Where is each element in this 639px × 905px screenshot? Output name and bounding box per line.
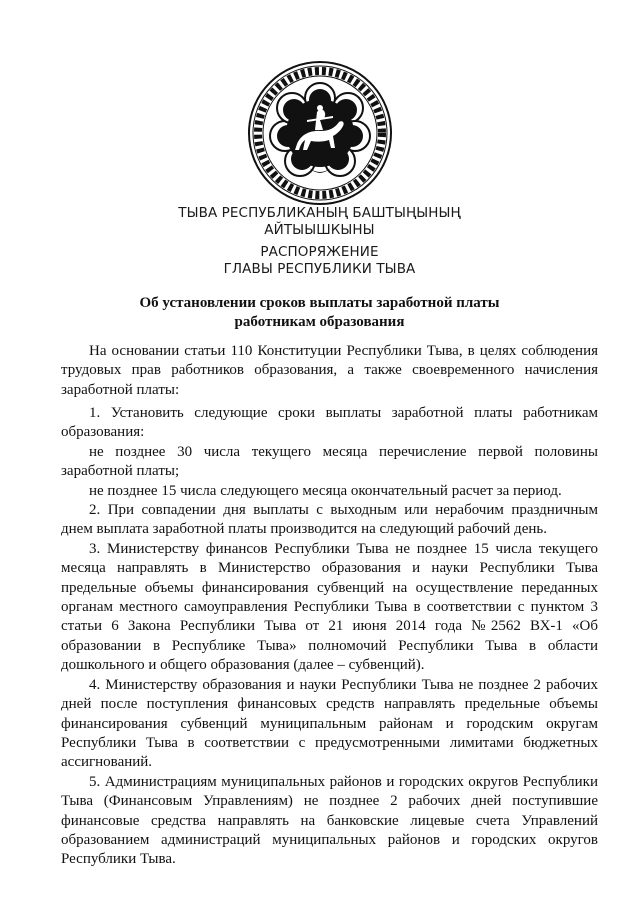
issuer-name-tuvan [0, 205, 639, 239]
paragraph-3: 3. Министерству финансов Республики Тыва не позднее 15 числа текущего месяца направлять в Министерство образования и науки Республики Тыва предельные объемы финансирования субвенций на осуществление переданных органам местного самоуправления Республики Тыва в соответствии с пунктом 3 статьи 6 Закона Республики Тыва от 21 июня 2014 года №2562 ВХ-1 «Об образовании в Республике Тыва» полномочий Республики Тыва в области дошкольного и общего образования (далее – субвенций). [61, 540, 598, 674]
document-type-header [0, 244, 639, 278]
issuer-name-tuvan-line1: ТЫВА РЕСПУБЛИКАНЫҢ БАШТЫҢЫНЫҢ [178, 205, 461, 221]
paragraph-1-second-term: не позднее 15 числа следующего месяца окончательный расчет за период. [89, 482, 562, 499]
preamble-text: На основании статьи 110 Конституции Республики Тыва, в целях соблюдения трудовых прав работников образования, а также своевременного начисления заработной платы: [61, 343, 598, 398]
issuer-name-tuvan-line2: АЙТЫЫШКЫНЫ [264, 222, 375, 238]
paragraph-5: 5. Администрациям муниципальных районов и городских округов Республики Тыва (Финансовым Управлениям) не позднее 2 рабочих дней поступившие финансовые средства направлять на банковские лицевые счета Управлений образованием администраций муниципальных районов и городских округов Республики Тыва. [61, 773, 598, 868]
document-title-line2: работникам образования [234, 314, 405, 330]
document-title [0, 294, 639, 332]
order-points [61, 404, 598, 870]
document-type-line2: ГЛАВЫ РЕСПУБЛИКИ ТЫВА [223, 261, 416, 277]
paragraph-2: 2. При совпадении дня выплаты с выходным или нерабочим праздничным днем выплата заработной платы производится на следующий рабочий день. [61, 502, 598, 538]
paragraph-1-first-term: не позднее 30 числа текущего месяца перечисление первой половины заработной платы; [61, 443, 598, 480]
paragraph-1: 1. Установить следующие сроки выплаты заработной платы работникам образования: [61, 405, 598, 441]
preamble [61, 342, 598, 400]
republic-of-tuva-emblem-icon [247, 60, 393, 206]
paragraph-4: 4. Министерству образования и науки Республики Тыва не позднее 2 рабочих дней после поступления финансовых средств направлять предельные объемы финансирования субвенций муниципальным районам и городским округам Республики Тыва в соответствии с предусмотренными лимитами бюджетных ассигнований. [61, 676, 598, 771]
document-title-line1: Об установлении сроков выплаты заработной платы [139, 295, 500, 311]
document-type-line1: РАСПОРЯЖЕНИЕ [260, 244, 379, 260]
